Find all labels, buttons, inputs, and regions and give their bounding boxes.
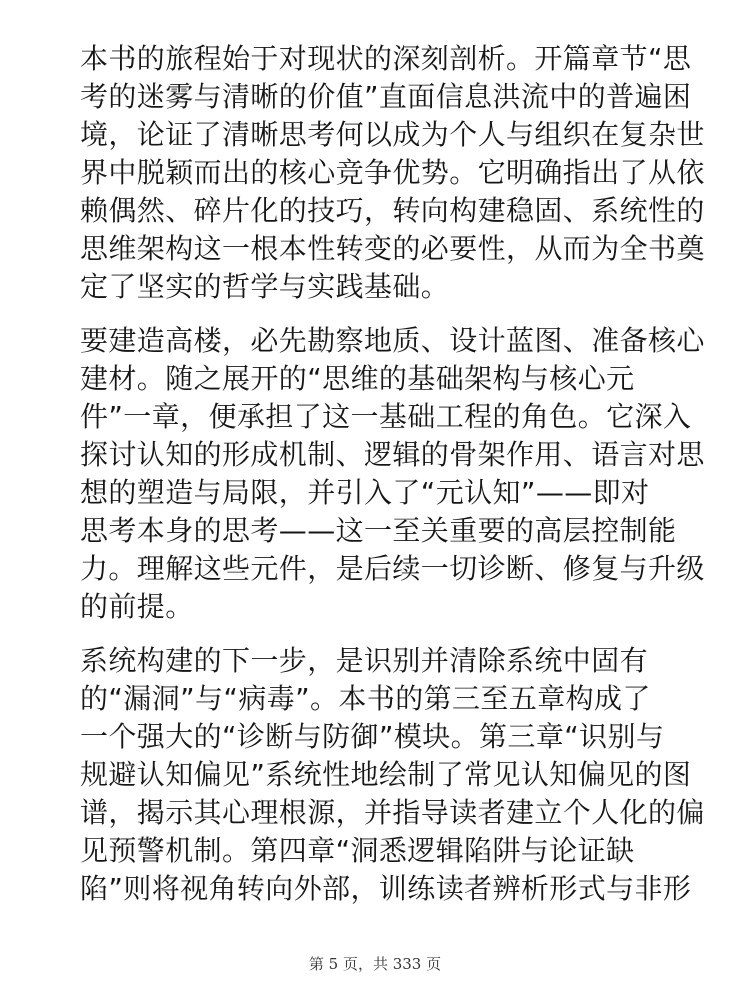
text-line: 见预警机制。第四章“洞悉逻辑陷阱与论证缺 <box>80 834 635 867</box>
text-line: 赖偶然、碎片化的技巧，转向构建稳固、系统性的 <box>80 194 705 227</box>
paragraph <box>80 40 705 306</box>
text-line: 境，论证了清晰思考何以成为个人与组织在复杂世 <box>80 118 705 151</box>
text-line: 探讨认知的形成机制、逻辑的骨架作用、语言对思 <box>80 438 705 471</box>
text-line: 思维架构这一根本性转变的必要性，从而为全书奠 <box>80 232 705 265</box>
paragraph <box>80 642 705 908</box>
paragraph <box>80 322 705 626</box>
text-line: 建材。随之展开的“思维的基础架构与核心元 <box>80 362 635 395</box>
body-text <box>80 40 705 924</box>
text-line: 想的塑造与局限，并引入了“元认知”——即对 <box>80 476 650 509</box>
text-line: 谱，揭示其心理根源，并指导读者建立个人化的偏 <box>80 796 705 829</box>
text-line: 规避认知偏见”系统性地绘制了常见认知偏见的图 <box>80 758 692 791</box>
text-line: 系统构建的下一步，是识别并清除系统中固有 <box>80 644 649 677</box>
text-line: 力。理解这些元件，是后续一切诊断、修复与升级 <box>80 552 705 585</box>
text-line: 思考本身的思考——这一至关重要的高层控制能 <box>80 514 677 547</box>
text-line: 要建造高楼，必先勘察地质、设计蓝图、准备核心 <box>80 324 705 357</box>
text-line: 界中脱颖而出的核心竞争优势。它明确指出了从依 <box>80 156 705 189</box>
text-line: 一个强大的“诊断与防御”模块。第三章“识别与 <box>80 720 665 753</box>
text-line: 件”一章，便承担了这一基础工程的角色。它深入 <box>80 400 692 433</box>
text-line: 陷”则将视角转向外部，训练读者辨析形式与非形 <box>80 872 692 905</box>
text-line: 的“漏洞”与“病毒”。本书的第三至五章构成了 <box>80 682 651 715</box>
text-line: 的前提。 <box>80 590 194 623</box>
text-line: 本书的旅程始于对现状的深刻剖析。开篇章节“思 <box>80 42 692 75</box>
page-number-footer: 第 5 页，共 333 页 <box>308 955 442 973</box>
text-line: 定了坚实的哲学与实践基础。 <box>80 270 450 303</box>
text-line: 考的迷雾与清晰的价值”直面信息洪流中的普遍困 <box>80 80 692 113</box>
